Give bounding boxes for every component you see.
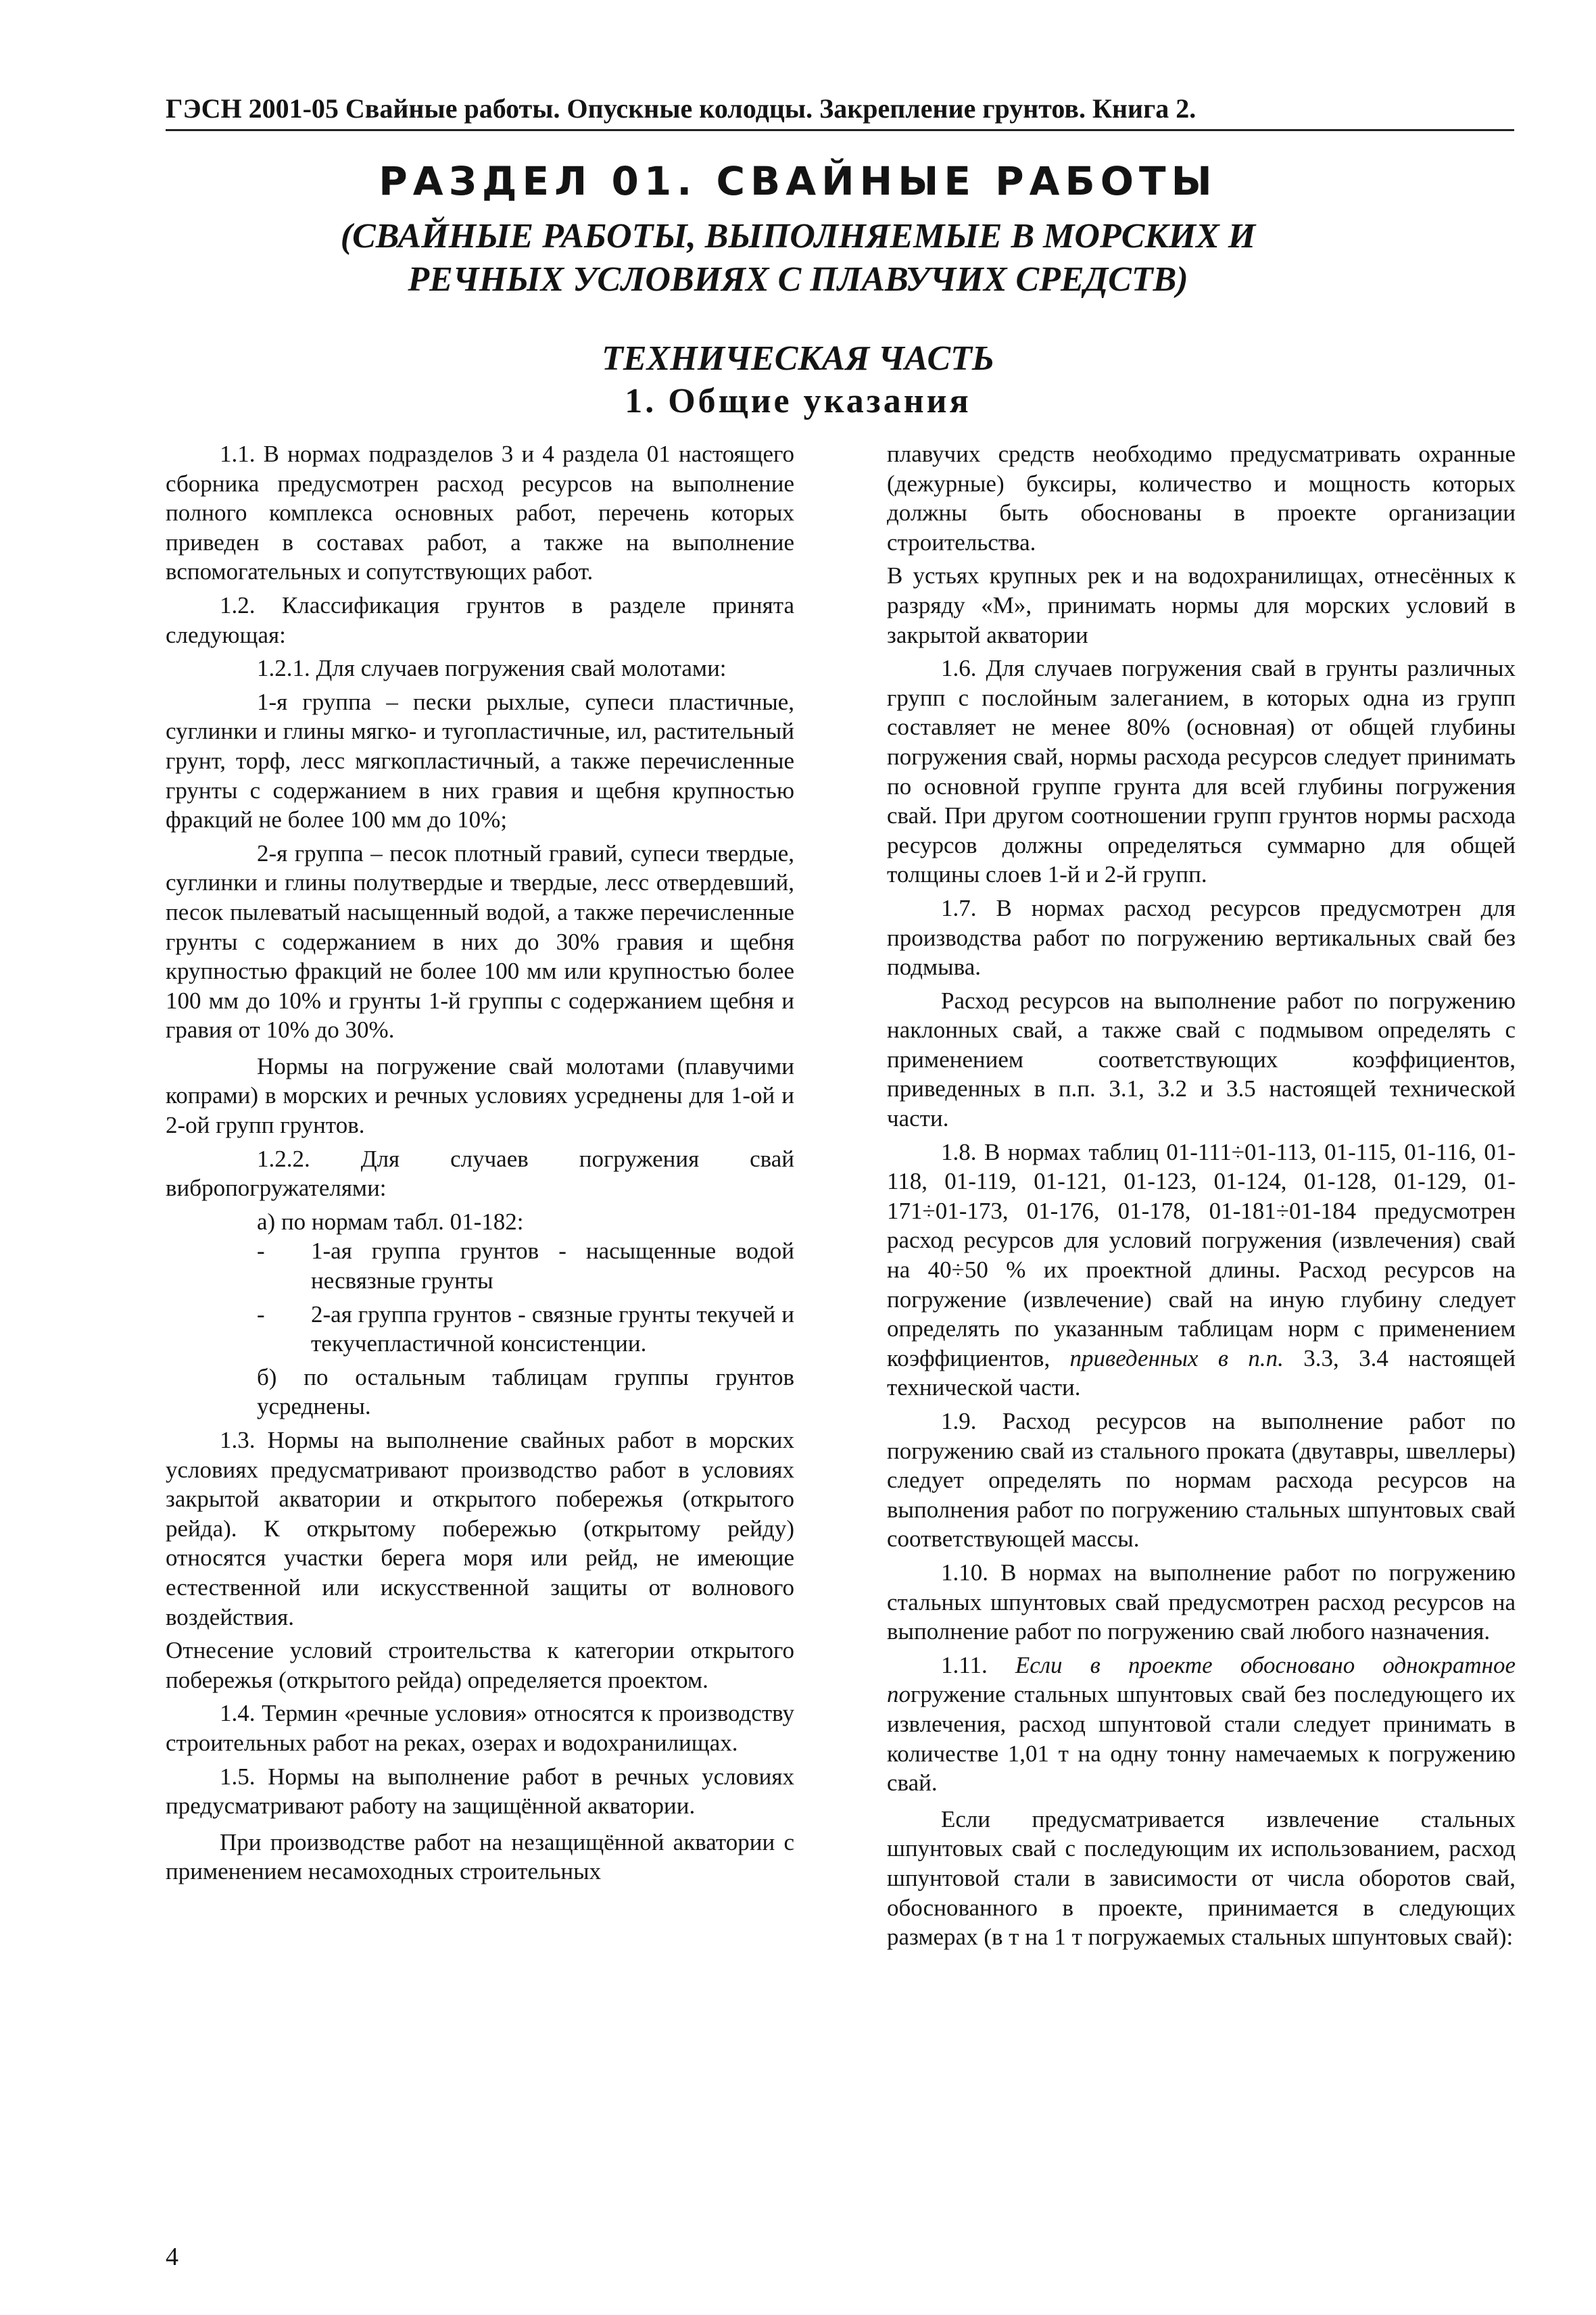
bullet-group-1-text: 1-ая группа грунтов - насыщенные водой несвязные грунты	[311, 1238, 794, 1294]
paragraph-1-11-italic: Если в проекте обосновано однократное по	[887, 1651, 1516, 1708]
paragraph-1-8-italic: приведенных в п.п.	[1069, 1344, 1284, 1371]
section-subtitle-line-1: (СВАЙНЫЕ РАБОТЫ, ВЫПОЛНЯЕМЫЕ В МОРСКИХ И	[340, 217, 1256, 255]
paragraph-1-1: 1.1. В нормах подразделов 3 и 4 раздела 01 настоящего сборника предусмотрен расход ресурсов на выполнение полного комплекса основных работ, перечень которых приведен в составах работ, а также на выполнение вспомогательных и сопутствующих работ.	[166, 441, 794, 585]
norms-hammers: Нормы на погружение свай молотами (плавучими копрами) в морских и речных условиях усреднены для 1-ой и 2-ой групп грунтов.	[166, 1052, 794, 1139]
right-column	[887, 439, 1516, 1952]
paragraph-1-11-number: 1.11.	[941, 1651, 988, 1678]
paragraph-1-5: 1.5. Нормы на выполнение работ в речных условиях предусматривают работу на защищённой акватории.	[166, 1763, 794, 1820]
paragraph-1-11-continued: Если предусматривается извлечение стальных шпунтовых свай с последующим их использованием, расход шпунтовой стали в зависимости от числа оборотов свай, обоснованного в проекте, принимается в следующих размерах (в т на 1 т погружаемых стальных шпунтовых свай):	[887, 1805, 1516, 1951]
paragraph-1-5-tugs: плавучих средств необходимо предусматривать охранные (дежурные) буксиры, количество и мощность которых должны быть обоснованы в проекте организации строительства.	[887, 441, 1516, 556]
paragraph-1-4: 1.4. Термин «речные условия» относятся к производству строительных работ на реках, озерах и водохранилищах.	[166, 1700, 794, 1756]
chapter-heading: 1. Общие указания	[625, 382, 971, 420]
section-subtitle	[0, 215, 1596, 301]
paragraph-1-3-continued: Отнесение условий строительства к категории открытого побережья (открытого рейда) определяется проектом.	[166, 1637, 794, 1693]
paragraph-1-7-continued: Расход ресурсов на выполнение работ по погружению наклонных свай, а также свай с подмывом определять с применением соответствующих коэффициентов, приведенных в п.п. 3.1, 3.2 и 3.5 настоящей технической части.	[887, 987, 1516, 1132]
paragraph-1-7: 1.7. В нормах расход ресурсов предусмотрен для производства работ по погружению вертикальных свай без подмыва.	[887, 894, 1516, 981]
bullet-group-2	[166, 1300, 794, 1359]
bullet-group-1	[166, 1236, 794, 1295]
paragraph-1-8-text: 1.8. В нормах таблиц 01-111÷01-113, 01-115, 01-116, 01-118, 01-119, 01-121, 01-123, 01-124, 01-128, 01-129, 01-171÷01-173, 01-176, 01-178, 01-181÷01-184 предусмотрен расход ресурсов для условий погружения (извлечения) свай на 40÷50 % их проектной длины. Расход ресурсов на погружение (извлечение) свай на иную глубину следует определять по указанным таблицам норм с применением коэффициентов,	[887, 1138, 1516, 1371]
section-subtitle-line-2: РЕЧНЫХ УСЛОВИЯХ С ПЛАВУЧИХ СРЕДСТВ)	[408, 260, 1188, 299]
item-a: а) по нормам табл. 01-182:	[257, 1208, 524, 1235]
section-title: РАЗДЕЛ 01. СВАЙНЫЕ РАБОТЫ	[379, 158, 1217, 204]
paragraph-1-11	[887, 1651, 1516, 1798]
page-number: 4	[166, 2243, 178, 2271]
part-heading: ТЕХНИЧЕСКАЯ ЧАСТЬ	[602, 339, 994, 378]
paragraph-1-2-1: 1.2.1. Для случаев погружения свай молотами:	[257, 655, 727, 682]
item-b: б) по остальным таблицам группы грунтов усреднены.	[257, 1363, 794, 1420]
soil-group-1: 1-я группа – пески рыхлые, супеси пластичные, суглинки и глины мягко- и тугопластичные, ил, растительный грунт, торф, лесс мягкопластичный, а также перечисленные грунты с содержанием в них гравия и щебня крупностью фракций не более 100 мм до 10%;	[166, 688, 794, 833]
running-header: ГЭСН 2001-05 Свайные работы. Опускные колодцы. Закрепление грунтов. Книга 2.	[166, 91, 1514, 131]
paragraph-1-3: 1.3. Нормы на выполнение свайных работ в морских условиях предусматривают производство работ в условиях закрытой акватории и открытого побережья (открытого рейда). К открытому побережью (открытому рейду) относятся участки берега моря или рейд, не имеющие естественной или искусственной защиты от волнового воздействия.	[166, 1427, 794, 1630]
dash-marker: -	[257, 1238, 265, 1265]
paragraph-1-6: 1.6. Для случаев погружения свай в грунты различных групп с послойным залеганием, в которых одна из групп составляет не менее 80% (основная) от общей глубины погружения свай, нормы расхода ресурсов следует принимать по основной группе грунта для всей глубины погружения свай. При другом соотношении групп грунтов нормы расхода ресурсов должны определяться суммарно для общей толщины слоев 1-й и 2-й групп.	[887, 655, 1516, 888]
paragraph-1-10: 1.10. В нормах на выполнение работ по погружению стальных шпунтовых свай предусмотрен расход ресурсов на выполнение работ по погружению свай любого назначения.	[887, 1559, 1516, 1645]
paragraph-1-5-continued: При производстве работ на незащищённой акватории с применением несамоходных строительных	[166, 1828, 794, 1885]
bullet-group-2-text: 2-ая группа грунтов - связные грунты текучей и текучепластичной консистенции.	[311, 1300, 794, 1357]
paragraph-1-8-end: 3.3, 3.4 настоящей технической части.	[887, 1344, 1516, 1401]
paragraph-1-2: 1.2. Классификация грунтов в разделе принята следующая:	[166, 591, 794, 648]
paragraph-1-8	[887, 1138, 1516, 1403]
paragraph-1-9: 1.9. Расход ресурсов на выполнение работ по погружению свай из стального проката (двутавры, швеллеры) следует определять по нормам расхода ресурсов на выполнения работ по погружению стальных шпунтовых свай соответствующей массы.	[887, 1408, 1516, 1553]
soil-group-2: 2-я группа – песок плотный гравий, супеси твердые, суглинки и глины полутвердые и твердые, лесс отвердевший, песок пылеватый насыщенный водой, а также перечисленные грунты с содержанием в них до 30% гравия и щебня крупностью фракций не более 100 мм или крупностью более 100 мм до 10% и грунты 1-й группы с содержанием щебня и гравия от 10% до 30%.	[166, 839, 794, 1044]
paragraph-1-5-river-mouths: В устьях крупных рек и на водохранилищах, отнесённых к разряду «М», принимать нормы для морских условий в закрытой акватории	[887, 562, 1516, 648]
left-column	[166, 439, 794, 1886]
dash-marker: -	[257, 1300, 265, 1327]
paragraph-1-11-text: гружение стальных шпунтовых свай без последующего их извлечения, расход шпунтовой стали следует принимать в количестве 1,01 т на одну тонну намечаемых к погружению свай.	[887, 1681, 1516, 1797]
paragraph-1-2-2: 1.2.2. Для случаев погружения свай вибропогружателями:	[166, 1145, 794, 1202]
